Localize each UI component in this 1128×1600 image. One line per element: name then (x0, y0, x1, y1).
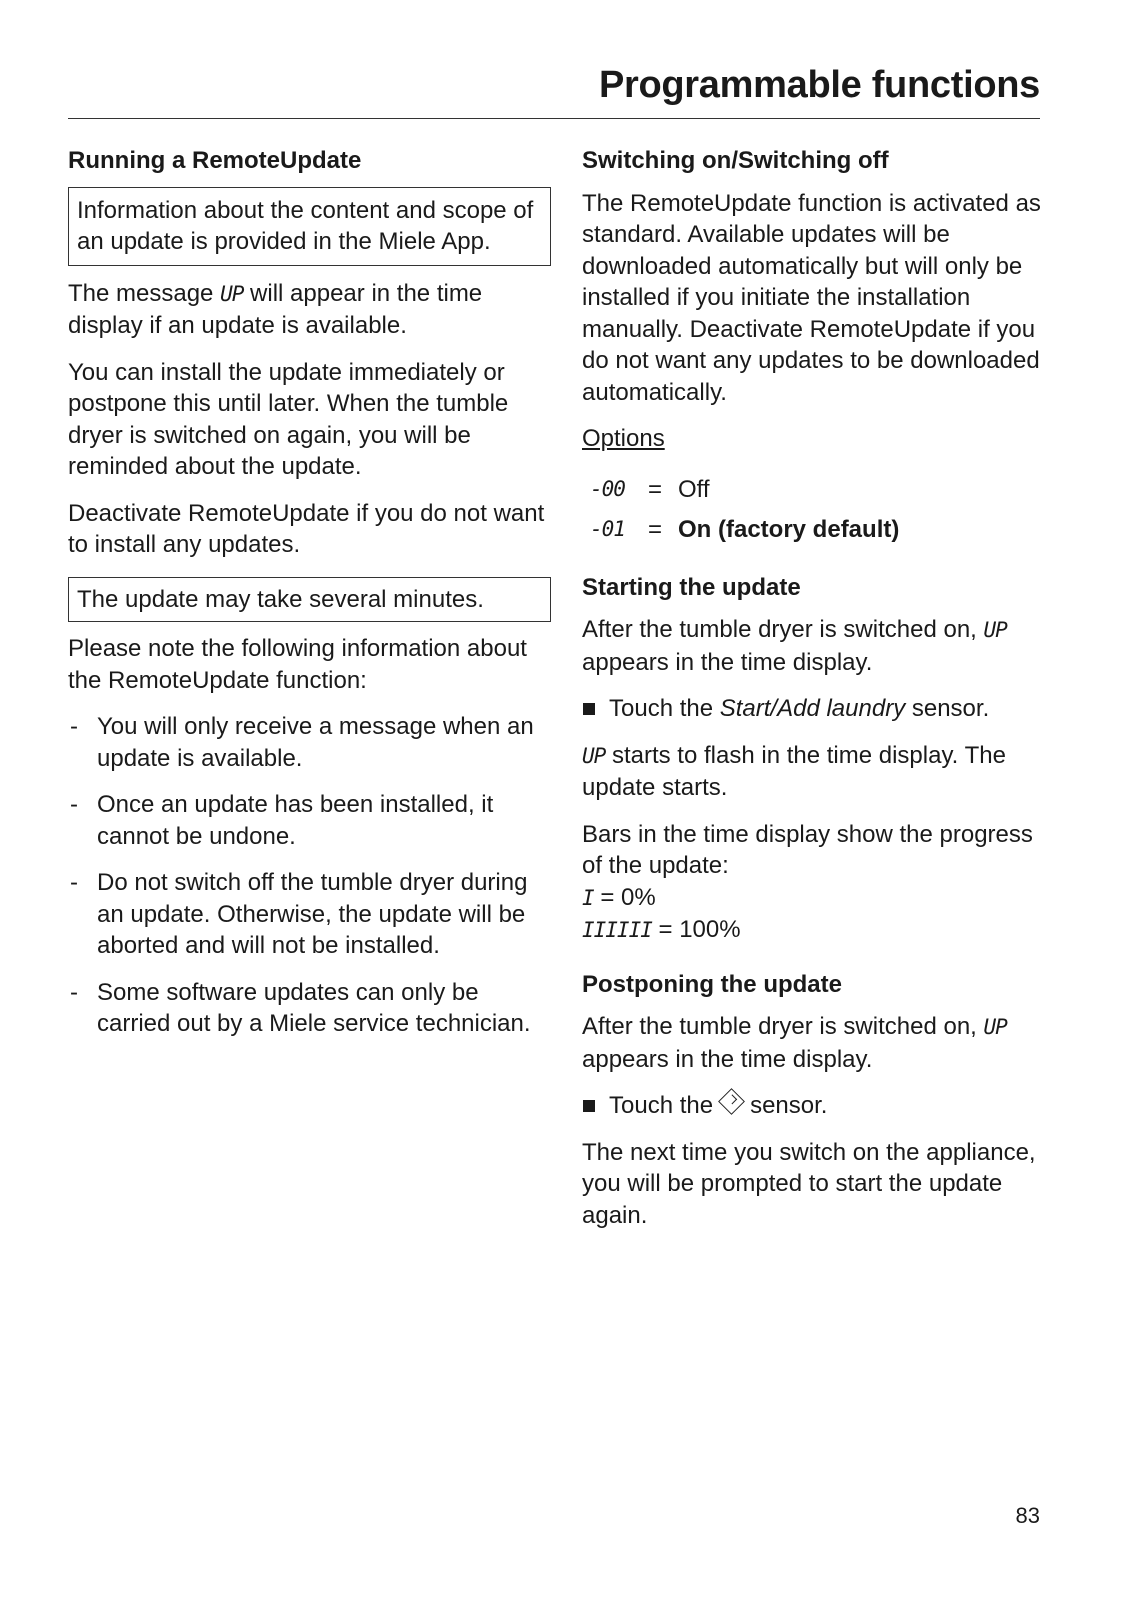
paragraph-bars-progress: Bars in the time display show the progress of the update: (582, 820, 1033, 879)
option-on: -01 = On (factory default) (582, 514, 1057, 546)
paragraph-activated-standard: The RemoteUpdate function is activated as standard. Available updates will be downloaded automatically but will only be installed if you initiate the installation manually. Deactivate RemoteUpdate if you do not want any updates to be downloaded automatically. (582, 189, 1041, 406)
right-column (582, 145, 1057, 1231)
list-item: - Some software updates can only be carried out by a Miele service technician. (70, 978, 531, 1037)
paragraph-after-switched-on: After the tumble dryer is switched on, UP appears in the time display. (582, 616, 1007, 676)
bullet-square-icon (583, 1100, 595, 1112)
display-code-up: UP (983, 1015, 1007, 1039)
start-time-sensor-icon (718, 1088, 745, 1115)
list-item: - Once an update has been installed, it cannot be undone. (70, 791, 494, 850)
paragraph-install-or-postpone: You can install the update immediately or postpone this until later. When the tumble dryer is switched on again, you will be reminded about the update. (68, 358, 509, 480)
paragraph-note-info: Please note the following information about the RemoteUpdate function: (68, 635, 527, 694)
options-list (582, 474, 1057, 546)
info-box-several-minutes: The update may take several minutes. (68, 577, 551, 623)
notes-list (68, 711, 551, 1040)
bullet-square-icon (583, 703, 595, 715)
section-heading-postponing: Postponing the update (582, 970, 842, 998)
paragraph-after-switched-on-2: After the tumble dryer is switched on, UP appears in the time display. (582, 1013, 1007, 1073)
options-label: Options (582, 425, 665, 452)
display-code-00: -00 (590, 476, 625, 501)
paragraph-up-flashes: UP starts to flash in the time display. The update starts. (582, 741, 1006, 801)
header-divider (68, 118, 1040, 119)
paragraph-message-up: The message UP will appear in the time display if an update is available. (68, 279, 483, 339)
bar-hundred-percent: IIIIII = 100% (582, 916, 741, 943)
left-column (68, 145, 551, 1040)
section-heading-running-remoteupdate: Running a RemoteUpdate (68, 147, 362, 174)
page-number: 83 (1015, 1503, 1040, 1528)
display-code-01: -01 (590, 517, 625, 541)
section-heading-starting: Starting the update (582, 573, 801, 601)
option-off: -00 = Off (582, 474, 1057, 506)
bar-zero-percent: I = 0% (582, 883, 656, 911)
paragraph-next-time: The next time you switch on the appliance, you will be prompted to start the update again. (582, 1138, 1036, 1229)
list-item: - Do not switch off the tumble dryer during an update. Otherwise, the update will be aborted and will not be installed. (70, 869, 528, 959)
list-item: - You will only receive a message when an update is available. (70, 713, 534, 772)
section-heading-switching: Switching on/Switching off (582, 147, 889, 174)
paragraph-deactivate: Deactivate RemoteUpdate if you do not want to install any updates. (68, 499, 545, 558)
info-box-content-scope: Information about the content and scope of an update is provided in the Miele App. (68, 187, 551, 266)
page-title: Programmable functions (598, 64, 1040, 106)
step-touch-sensor: Touch the sensor. (582, 1090, 1057, 1122)
display-code-up: UP (983, 618, 1007, 642)
display-code-up: UP (582, 743, 606, 768)
step-touch-start: Touch the Start/Add laundry sensor. (582, 693, 1057, 725)
display-code-up: UP (220, 281, 244, 306)
